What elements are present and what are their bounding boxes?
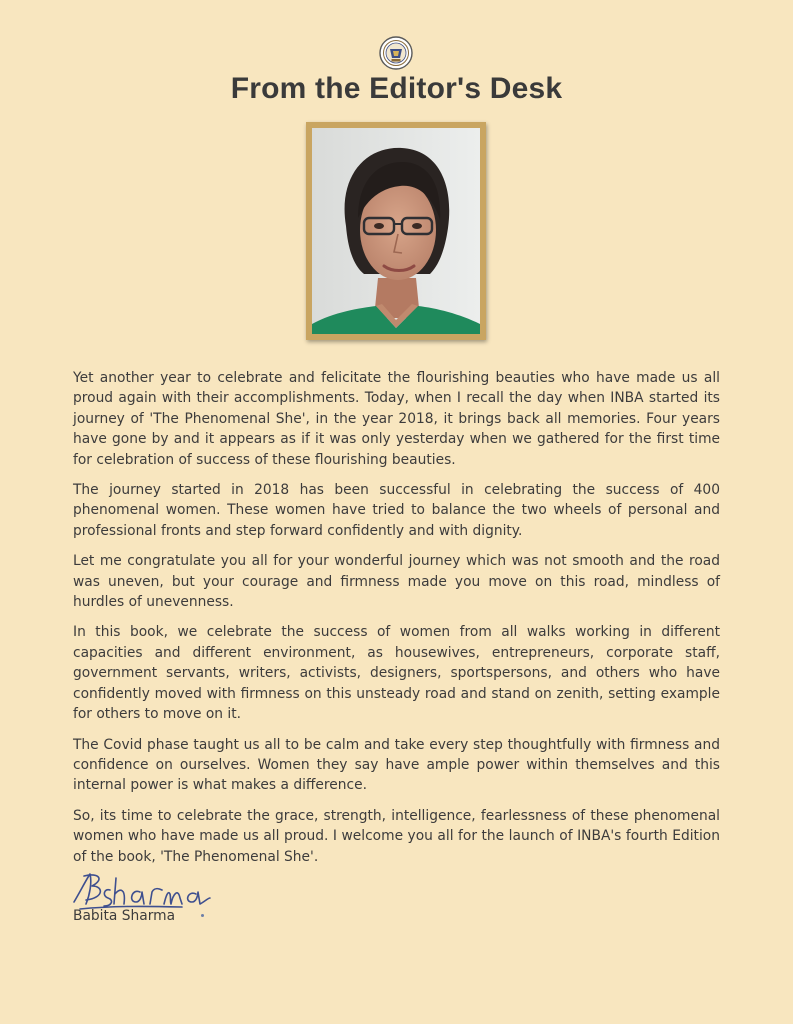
- letter-paragraph: In this book, we celebrate the success of women from all walks working in different capacities and different environment, as housewives, entrepreneurs, corporate staff, government servants, writers, activists, designers, sportspersons, and others who have confidently moved with firmness on this unsteady road and stand on zenith, setting example for others to move on it.: [73, 624, 720, 723]
- page-title: From the Editor's Desk: [230, 72, 563, 105]
- ink-dot: [201, 914, 204, 917]
- letter-paragraph: Yet another year to celebrate and felicitate the flourishing beauties who have made us all proud again with their accomplishments. Today, when I recall the day when INBA started its journey of 'The Phenomenal She', in the year 2018, it brings back all memories. Four years have gone by and it appears as if it was only yesterday when we gathered for the first time for celebration of success of these flourishing beauties.: [73, 370, 720, 468]
- letter-paragraph: The Covid phase taught us all to be calm and take every step thoughtfully with firmness and confidence on ourselves. Women they say have ample power within themselves and this internal power is what makes a difference.: [73, 736, 720, 794]
- handwritten-signature: [70, 868, 220, 912]
- signer-name: Babita Sharma: [73, 908, 176, 924]
- editor-photo-frame: [306, 122, 486, 340]
- editor-letter-body: [73, 368, 720, 877]
- letter-paragraph: The journey started in 2018 has been successful in celebrating the success of 400 phenomenal women. These women have tried to balance the two wheels of personal and professional fronts and step forward confidently and with dignity.: [73, 482, 720, 539]
- letter-paragraph: Let me congratulate you all for your wonderful journey which was not smooth and the road was uneven, but your courage and firmness made you move on this road, mindless of hurdles of unevenness.: [73, 553, 720, 611]
- letter-paragraph: So, its time to celebrate the grace, strength, intelligence, fearlessness of these phenomenal women who have made us all proud. I welcome you all for the launch of INBA's fourth Edition of the book, 'The Phenomenal She'.: [73, 807, 720, 865]
- editor-portrait-photo: [312, 128, 480, 334]
- inba-emblem-icon: [379, 36, 413, 70]
